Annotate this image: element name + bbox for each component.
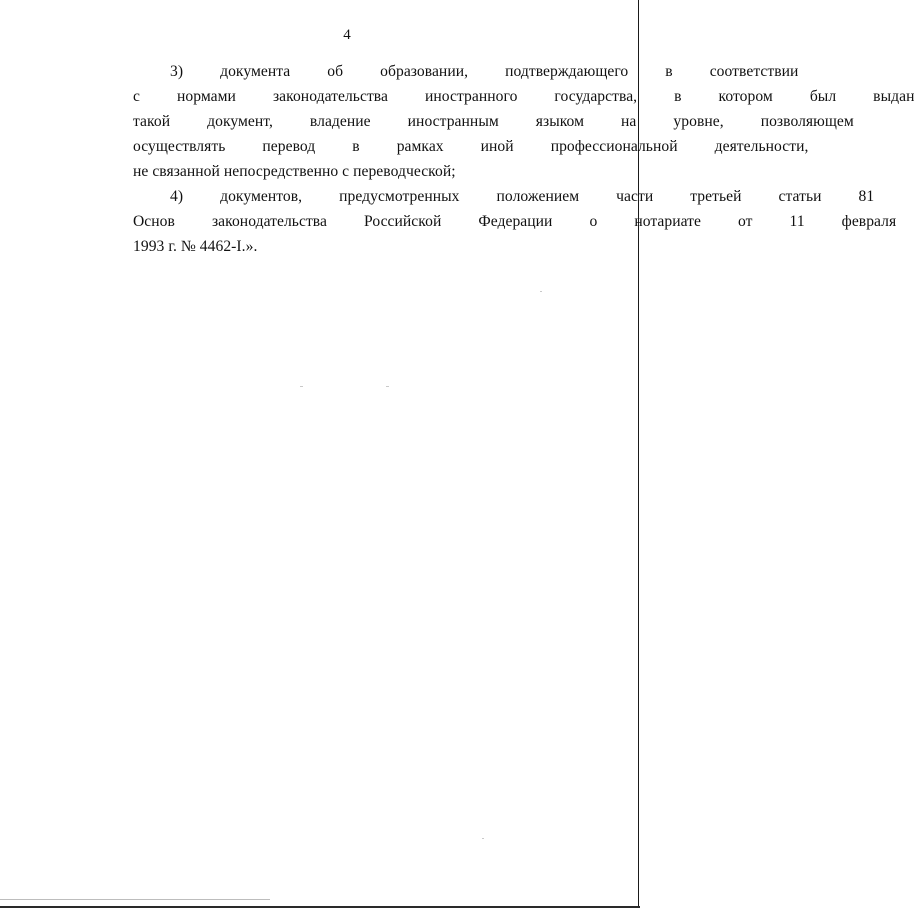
scan-speck xyxy=(300,386,303,387)
text-line xyxy=(96,59,799,84)
word: 11 xyxy=(789,213,805,230)
word: владение xyxy=(309,113,371,130)
word: Российской xyxy=(364,213,442,230)
word: иностранным xyxy=(407,113,499,130)
word: соответствии xyxy=(709,63,799,80)
word: о xyxy=(589,213,598,230)
paragraph-item-3 xyxy=(96,59,914,184)
word: третьей xyxy=(690,188,742,205)
word: деятельности, xyxy=(714,138,809,155)
word: государства, xyxy=(554,88,638,105)
word: в xyxy=(674,88,682,105)
word: от xyxy=(738,213,753,230)
scan-speck xyxy=(386,386,389,387)
text-line xyxy=(96,184,875,209)
word: перевод xyxy=(262,138,316,155)
word: об xyxy=(327,63,344,80)
word: образовании, xyxy=(380,63,469,80)
word: подтверждающего xyxy=(505,63,629,80)
word: документов, xyxy=(220,188,303,205)
word: был xyxy=(809,88,837,105)
paragraph-item-4 xyxy=(96,184,897,259)
word: в xyxy=(665,63,673,80)
word: позволяющем xyxy=(760,113,854,130)
word: предусмотренных xyxy=(339,188,460,205)
document-body xyxy=(96,59,914,259)
word: в xyxy=(352,138,360,155)
word: осуществлять xyxy=(133,138,226,155)
scan-speck xyxy=(482,838,484,839)
word: профессиональной xyxy=(550,138,678,155)
word: документа xyxy=(220,63,291,80)
word: языком xyxy=(535,113,585,130)
word: части xyxy=(616,188,654,205)
word: нотариате xyxy=(634,213,702,230)
scan-speck xyxy=(540,291,542,292)
word: иностранного xyxy=(425,88,518,105)
text-line xyxy=(96,84,914,109)
word: Федерации xyxy=(478,213,553,230)
text-line: 1993 г. № 4462-I.». xyxy=(133,238,258,255)
word: 81 xyxy=(858,188,875,205)
word: статьи xyxy=(778,188,822,205)
word: законодательства xyxy=(211,213,327,230)
text-line xyxy=(96,109,854,134)
text-line: не связанной непосредственно с переводческой; xyxy=(133,163,456,180)
word: иной xyxy=(480,138,514,155)
word: выдан xyxy=(873,88,914,105)
word: с xyxy=(133,88,140,105)
word: котором xyxy=(718,88,773,105)
scan-edge-line xyxy=(0,899,270,900)
word: документ, xyxy=(207,113,273,130)
word: рамках xyxy=(396,138,444,155)
text-line xyxy=(96,134,809,159)
word: Основ xyxy=(133,213,175,230)
word: 3) xyxy=(170,63,184,80)
word: законодательства xyxy=(272,88,388,105)
word: положением xyxy=(496,188,580,205)
word: такой xyxy=(133,113,171,130)
word: уровне, xyxy=(673,113,724,130)
page-number: 4 xyxy=(343,27,351,43)
word: февраля xyxy=(841,213,897,230)
word: на xyxy=(621,113,637,130)
word: нормами xyxy=(176,88,236,105)
text-line xyxy=(96,209,897,234)
word: 4) xyxy=(170,188,184,205)
